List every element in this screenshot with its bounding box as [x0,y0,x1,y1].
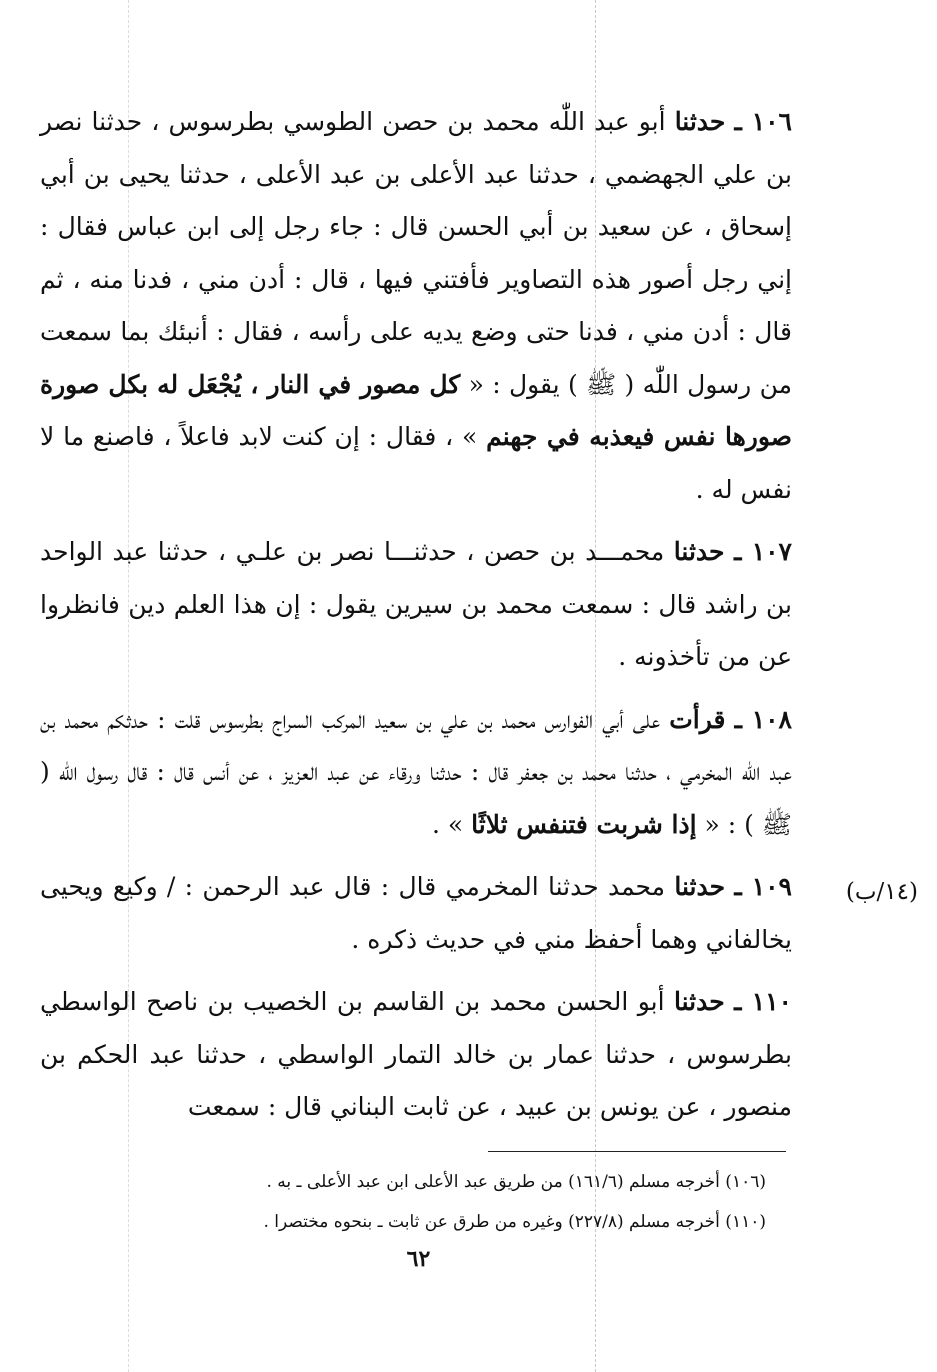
hadith-106 [40,96,792,516]
hadith-text: أبو عبد اللّٰه محمد بن حصن الطوسي بطرسوس ، حدثنا نصر بن علي الجهضمي ، حدثنا عبد الأعلى بن عبد الأعلى ، حدثنا يحيى بن أبي إسحاق ، عن سعيد بن أبي الحسن قال : جاء رجل إلى ابن عباس فقال : إني رجل أصور هذه التصاوير فأفتني فيها ، قال : أدن مني ، فدنا منه ، ثم قال : أدن مني ، فدنا حتى وضع يديه على رأسه ، فقال : أنبئك بما سمعت من رسول اللّٰه ( ﷺ ) يقول : « [40,107,792,399]
hadith-108 [40,694,792,852]
hadith-107 [40,526,792,684]
hadith-number: ١٠٨ ـ [734,704,792,734]
footnote-110: (١١٠) أخرجه مسلم (٢٢٧/٨) وغيره من طرق عن ثابت ـ بنحوه مختصرا . [263,1212,766,1232]
page-number: ٦٢ [406,1246,431,1272]
transmission-verb: قرأت [669,704,726,734]
hadith-109 [40,861,792,966]
hadith-text-end: » ، فقال : إن كنت لابد فاعلاً ، فاصنع ما لا نفس له . [40,422,792,504]
transmission-verb: حدثنا [674,872,726,901]
hadith-110 [40,976,792,1134]
hadith-text-end: » . [431,809,464,839]
hadith-number: ١٠٩ ـ [734,872,792,901]
footnote-106: (١٠٦) أخرجه مسلم (١٦١/٦) من طريق عبد الأعلى ابن عبد الأعلى ـ به . [266,1172,766,1192]
footnote-separator [488,1151,786,1152]
hadith-number: ١١٠ ـ [734,987,792,1016]
hadith-text: محمـــد بن حصن ، حدثنـــا نصر بن علـي ، حدثنا عبد الواحد بن راشد قال : سمعت محمد بن سيرين يقول : إن هذا العلم دين فانظروا عن من تأخذونه . [40,537,792,671]
transmission-verb: حدثنا [673,537,725,566]
hadith-text: أبو الحسن محمد بن القاسم بن الخصيب بن ناصح الواسطي بطرسوس ، حدثنا عمار بن خالد التمار الواسطي ، حدثنا عبد الحكم بن منصور ، عن يونس بن عبيد ، عن ثابت البناني قال : سمعت [40,987,792,1121]
footnotes [150,1162,766,1242]
main-text [40,96,792,1134]
hadith-text: محمد حدثنا المخرمي قال : قال عبد الرحمن : / وكيع ويحيى يخالفاني وهما أحفظ مني في حديث ذكره . [40,872,792,954]
hadith-text: على أبي الفوارس محمد بن علي بن سعيد المركب السراج بطرسوس قلت : حدثكم محمد بن عبد اللّٰه المخرمي ، حدثنا محمد بن جعفر قال : حدثنا ورقاء عن عبد العزيز ، عن أنس قال : قال رسول اللّٰه ( ﷺ ) : « [40,704,792,839]
hadith-number: ١٠٧ ـ [734,537,792,566]
transmission-verb: حدثنا [674,107,726,136]
manuscript-folio-marker: (١٤/ب) [845,879,918,905]
transmission-verb: حدثنا [674,987,725,1016]
prophetic-quote: كل مصور في النار ، يُجْعَل له بكل صورة صورها نفس فيعذبه في جهنم [40,369,793,451]
prophetic-quote: إذا شربت فتنفس ثلاثًا [471,809,697,839]
hadith-number: ١٠٦ ـ [734,107,792,136]
